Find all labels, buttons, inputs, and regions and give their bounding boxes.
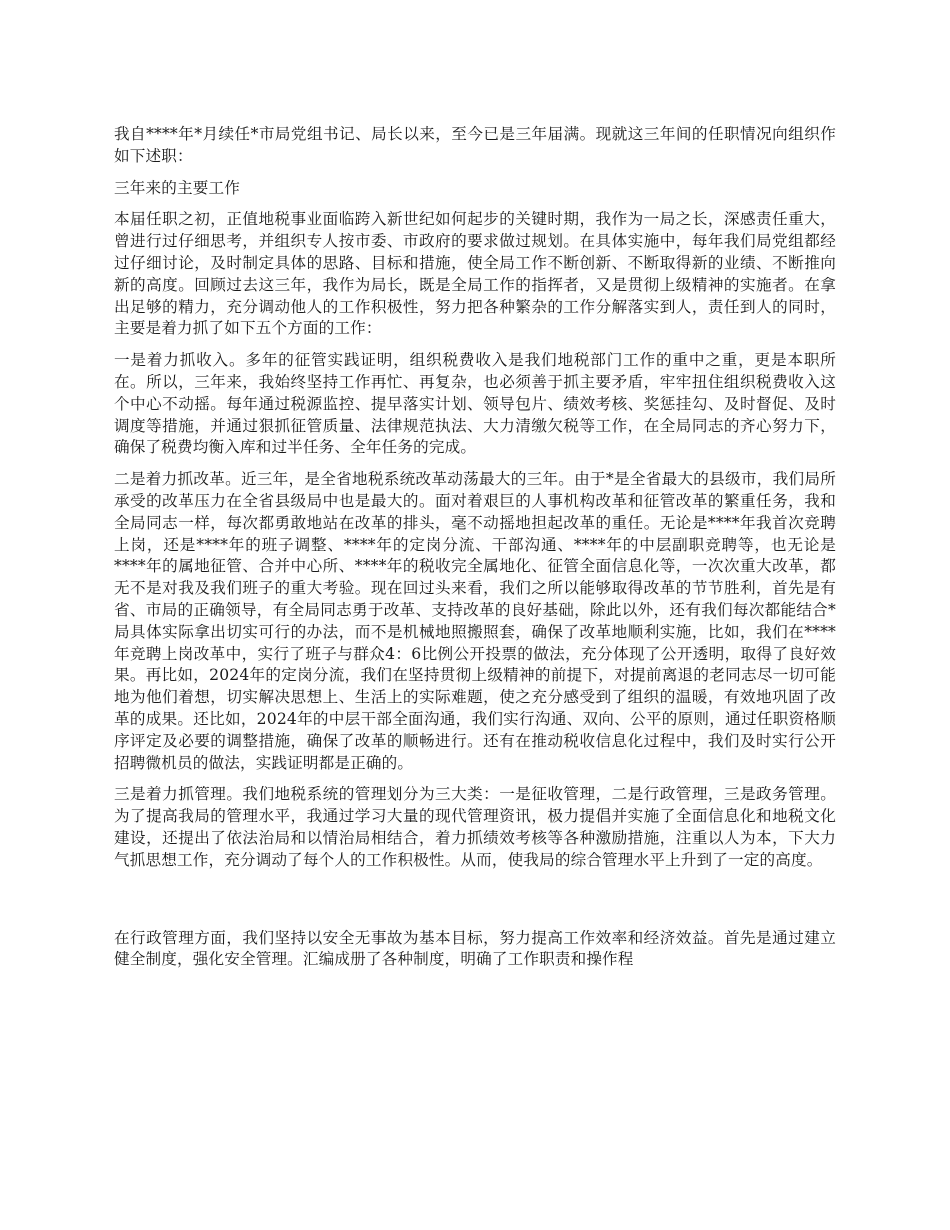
- document-body: [114, 124, 836, 981]
- section-heading: 三年来的主要工作: [114, 178, 240, 197]
- blank-gap: [114, 882, 836, 928]
- intro-paragraph: 我自****年*月续任*市局党组书记、局长以来，至今已是三年届满。现就这三年间的任职情况向组织作如下述职：: [114, 125, 836, 165]
- paragraph-reform: 二是着力抓改革。近三年，是全省地税系统改革动荡最大的三年。由于*是全省最大的县级市，我们局所承受的改革压力在全省县级局中也是最大的。面对着艰巨的人事机构改革和征管改革的繁重任务，我和全局同志一样，每次都勇敢地站在改革的排头，毫不动摇地担起改革的重任。无论是****年我首次竞聘上岗，还是****年的班子调整、****年的定岗分流、干部沟通、****年的中层副职竞聘等，也无论是****年的属地征管、合并中心所、****年的税收完全属地化、征管全面信息化等，一次次重大改革，都无不是对我及我们班子的重大考验。现在回过头来看，我们之所以能够取得改革的节节胜利，首先是有省、市局的正确领导，有全局同志勇于改革、支持改革的良好基础，除此以外，还有我们每次都能结合*局具体实际拿出切实可行的办法，而不是机械地照搬照套，确保了改革地顺利实施，比如，我们在****年竞聘上岗改革中，实行了班子与群众4：6比例公开投票的做法，充分体现了公开透明，取得了良好效果。再比如，2024年的定岗分流，我们在坚持贯彻上级精神的前提下，对提前离退的老同志尽一切可能地为他们着想，切实解决思想上、生活上的实际难题，使之充分感受到了组织的温暖，有效地巩固了改革的成果。还比如，2024年的中层干部全面沟通，我们实行沟通、双向、公平的原则，通过任职资格顺序评定及必要的调整措施，确保了改革的顺畅进行。还有在推动税收信息化过程中，我们及时实行公开招聘微机员的做法，实践证明都是正确的。: [114, 470, 836, 772]
- paragraph-administration: 在行政管理方面，我们坚持以安全无事故为基本目标，努力提高工作效率和经济效益。首先是通过建立健全制度，强化安全管理。汇编成册了各种制度，明确了工作职责和操作程: [114, 928, 836, 969]
- paragraph-revenue: 一是着力抓收入。多年的征管实践证明，组织税费收入是我们地税部门工作的重中之重，更是本职所在。所以，三年来，我始终坚持工作再忙、再复杂，也必须善于抓主要矛盾，牢牢扭住组织税费收入这个中心不动摇。每年通过税源监控、提早落实计划、领导包片、绩效考核、奖惩挂勾、及时督促、及时调度等措施，并通过狠抓征管质量、法律规范执法、大力清缴欠税等工作，在全局同志的齐心努力下，确保了税费均衡入库和过半任务、全年任务的完成。: [114, 351, 836, 457]
- paragraph-management: 三是着力抓管理。我们地税系统的管理划分为三大类：一是征收管理，二是行政管理，三是政务管理。为了提高我局的管理水平，我通过学习大量的现代管理资讯，极力提倡并实施了全面信息化和地税文化建设，还提出了依法治局和以情治局相结合，着力抓绩效考核等各种激励措施，注重以人为本，下大力气抓思想工作，充分调动了每个人的工作积极性。从而，使我局的综合管理水平上升到了一定的高度。: [114, 785, 836, 869]
- paragraph-overview: 本届任职之初，正值地税事业面临跨入新世纪如何起步的关键时期，我作为一局之长，深感责任重大，曾进行过仔细思考，并组织专人按市委、市政府的要求做过规划。在具体实施中，每年我们局党组都经过仔细讨论，及时制定具体的思路、目标和措施，使全局工作不断创新、不断取得新的业绩、不断推向新的高度。回顾过去这三年，我作为局长，既是全局工作的指挥者，又是贯彻上级精神的实施者。在拿出足够的精力，充分调动他人的工作积极性，努力把各种繁杂的工作分解落实到人，责任到人的同时，主要是着力抓了如下五个方面的工作：: [114, 210, 836, 338]
